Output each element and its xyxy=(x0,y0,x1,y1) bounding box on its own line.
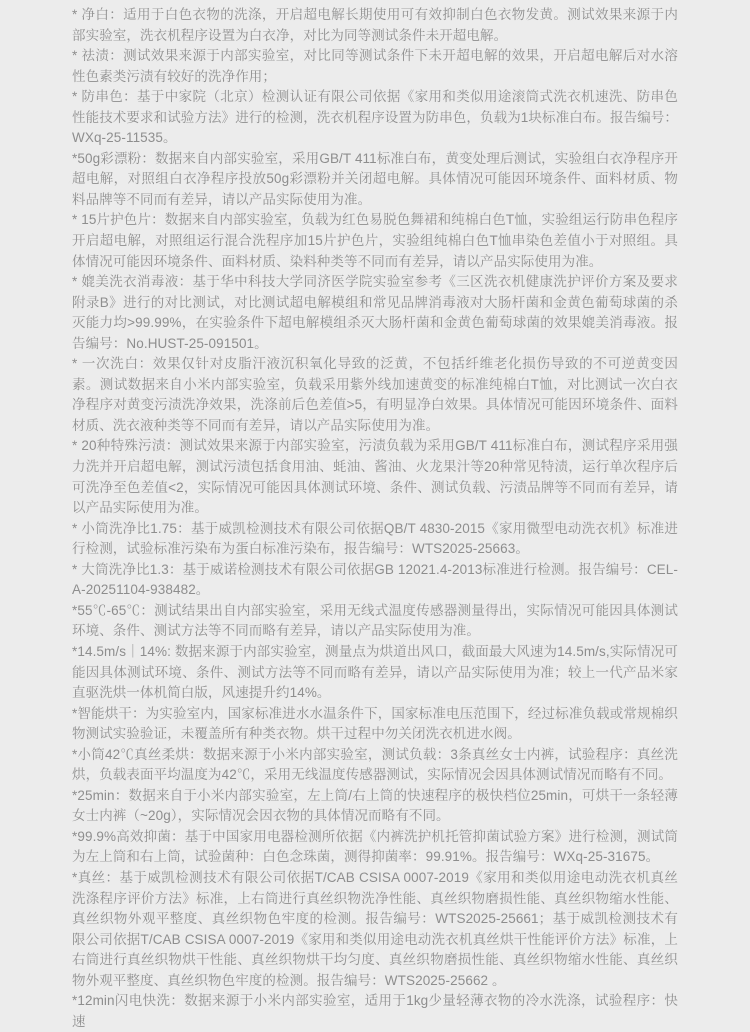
footnote-20-special-stains: * 20种特殊污渍：测试效果来源于内部实验室，污渍负载为采用GB/T 411标准白布，测试程序采用强力洗并开启超电解，测试污渍包括食用油、蚝油、酱油、火龙果汁等20种常见特渍，运行单次程序后可洗净至色差值<2，实际情况可能因具体测试环境、条件、测试负载、污渍品牌等不同而有差异，请以产品实际使用为准。 xyxy=(72,438,678,516)
footnote-25min-program: *25min：数据来自于小米内部实验室，左上筒/右上筒的快速程序的极快档位25min，可烘干一条轻薄女士内裤（~20g），实际情况会因衣物的具体情况而略有不同。 xyxy=(72,787,678,824)
footnote-anti-color-transfer: * 防串色：基于中家院（北京）检测认证有限公司依据《家用和类似用途滚筒式洗衣机速洗、防串色性能技术要求和试验方法》进行的检测，洗衣机程序设置为防串色，负载为1块标准白布。报告编号：WXq-25-11535。 xyxy=(72,89,679,146)
footnote-50g-bleach-powder: *50g彩漂粉：数据来自内部实验室，采用GB/T 411标准白布，黄变处理后测试，实验组白衣净程序开超电解，对照组白衣净程序投放50g彩漂粉并关闭超电解。具体情况可能因环境条件、面料材质、物料品牌等不同而有差异，请以产品实际使用为准。 xyxy=(72,150,678,207)
footnote-15-color-catcher-sheets: * 15片护色片：数据来自内部实验室，负载为红色易脱色舞裙和纯棉白色T恤，实验组运行防串色程序开启超电解，对照组运行混合洗程序加15片护色片，实验组纯棉白色T恤串染色差值小于对照组。具体情况可能因环境条件、面料材质、染料种类等不同而有差异，请以产品实际使用为准。 xyxy=(72,212,678,269)
footnote-wind-speed-14-5ms: *14.5m/s｜14%: 数据来源于内部实验室，测量点为烘道出风口，截面最大风速为14.5m/s,实际情况可能因具体测试环境、条件、测试方法等不同而略有差异，请以产品实际使用为准；较上一代产品米家直驱洗烘一体机简白版，风速提升约14%。 xyxy=(72,643,678,701)
footnote-42c-silk-soft-dry: *小筒42℃真丝柔烘：数据来源于小米内部实验室，测试负载：3条真丝女士内裤，试验程序：真丝洗烘，负载表面平均温度为42℃，采用无线温度传感器测试，实际情况会因具体测试情况而略有不同。 xyxy=(72,746,678,783)
footnote-12min-flash-wash: *12min闪电快洗：数据来源于小米内部实验室，适用于1kg少量轻薄衣物的冷水洗涤，试验程序：快速 xyxy=(72,993,678,1029)
footnote-large-drum-wash-ratio: * 大筒洗净比1.3：基于威诺检测技术有限公司依据GB 12021.4-2013标准进行检测。报告编号：CEL-A-20251104-938482。 xyxy=(72,561,678,598)
footnote-silk-certification: *真丝：基于威凯检测技术有限公司依据T/CAB CSISA 0007-2019《家用和类似用途电动洗衣机真丝洗涤程序评价方法》标准，上右筒进行真丝织物洗净性能、真丝织物磨损性能、真丝织物缩水性能、真丝织物外观平整度、真丝织物色牢度的检测。报告编号：WTS2025-25661；基于威凯检测技术有限公司依据T/CAB CSISA 0007-2019《家用和类似用途电动洗衣机真丝烘干性能评价方法》标准，上右筒进行真丝织物烘干性能、真丝织物烘干均匀度、真丝织物磨损性能、真丝织物缩水性能、真丝织物外观平整度、真丝织物色牢度的检测。报告编号：WTS2025-25662 。 xyxy=(72,869,678,988)
footnote-55-65-celsius: *55℃-65℃：测试结果出自内部实验室，采用无线式温度传感器测量得出，实际情况可能因具体测试环境、条件、测试方法等不同而略有差异，请以产品实际使用为准。 xyxy=(72,602,678,639)
footnote-one-wash-whitening: * 一次洗白：效果仅针对皮脂汗液沉积氧化导致的泛黄，不包括纤维老化损伤导致的不可逆黄变因素。测试数据来自小米内部实验室，负载采用紫外线加速黄变的标准纯棉白T恤，对比测试一次白衣净程序对黄变污渍洗净效果，洗涤前后色差值>5，有明显净白效果。具体情况可能因环境条件、面料材质、洗衣液种类等不同而有差异，请以产品实际使用为准。 xyxy=(72,356,678,433)
footnote-stain-removal: * 祛渍：测试效果来源于内部实验室，对比同等测试条件下未开超电解的效果，开启超电解后对水溶性色素类污渍有较好的洗净作用； xyxy=(72,48,678,84)
footnote-jingbai-whitening: * 净白：适用于白色衣物的洗涤，开启超电解长期使用可有效抑制白色衣物发黄。测试效果来源于内部实验室，洗衣机程序设置为白衣净，对比为同等测试条件未开超电解。 xyxy=(72,7,678,43)
footnote-comparable-to-disinfectant: * 媲美洗衣消毒液：基于华中科技大学同济医学院实验室参考《三区洗衣机健康洗护评价方案及要求 附录B》进行的对比测试，对比测试超电解模组和常见品牌消毒液对大肠杆菌和金黄色葡萄球菌的杀灭能力均>99.99%，在实验条件下超电解模组杀灭大肠杆菌和金黄色葡萄球菌的效果媲美消毒液。报告编号：No.HUST-25-091501。 xyxy=(72,274,678,351)
footnote-999-antibacterial: *99.9%高效抑菌：基于中国家用电器检测所依据《内裤洗护机托管抑菌试验方案》进行检测，测试筒为左上筒和右上筒，试验菌种：白色念珠菌，测得抑菌率：99.91%。报告编号：WXq-25-31675。 xyxy=(72,828,678,865)
footnote-smart-drying: *智能烘干：为实验室内，国家标准进水水温条件下，国家标准电压范围下，经过标准负载或常规棉织物测试实验验证，未覆盖所有种类衣物。烘干过程中勿关闭洗衣机进水阀。 xyxy=(72,705,678,742)
footnote-small-drum-wash-ratio: * 小筒洗净比1.75：基于威凯检测技术有限公司依据QB/T 4830-2015《家用微型电动洗衣机》标准进行检测，试验标准污染布为蛋白标准污染布，报告编号：WTS2025-25663。 xyxy=(72,520,678,557)
